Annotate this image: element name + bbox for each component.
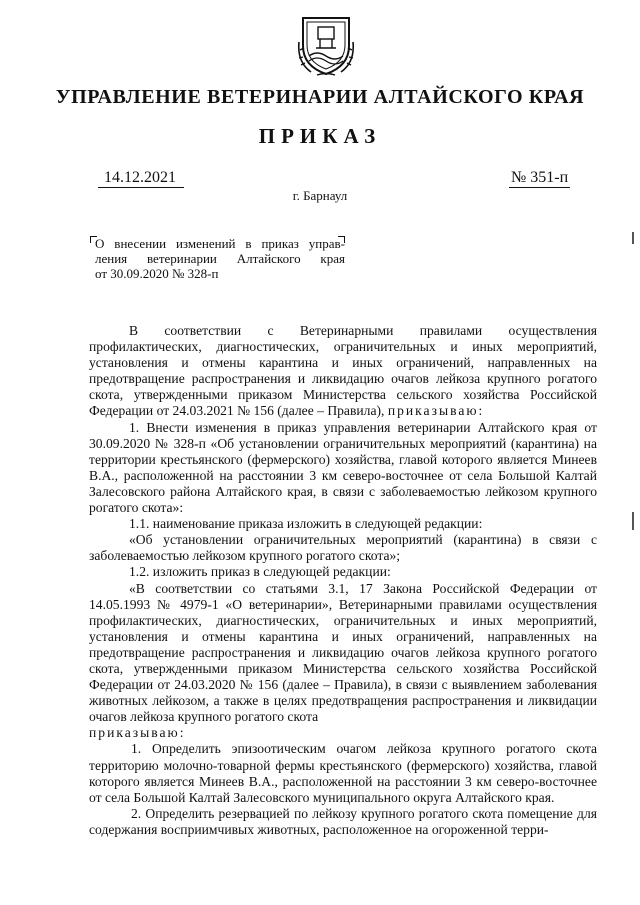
coat-of-arms-icon xyxy=(297,12,355,78)
scan-edge-mark xyxy=(632,232,634,244)
paragraph-1-2: 1.2. изложить приказ в следующей редакции: xyxy=(129,564,391,580)
paragraph-q1: 1. Определить эпизоотическим очагом лейкоза крупного рогатого скота территорию молочно-товарной фермы крестьянского (фермерского) хозяйства, главой которого является Минеев В.А., расположенной на расстоянии 3 км северо-восточнее от села Большой Калтай Залесовского муниципального округа Алтайского края. xyxy=(89,741,597,805)
paragraph-q2: 2. Определить резервацией по лейкозу крупного рогатого скота помещение для содержания восприимчивых животных, расположенное на огороженной терри- xyxy=(89,805,597,837)
paragraph-1-1-text: «Об установлении ограничительных мероприятий (карантина) в связи с заболеваемостью лейкозом крупного рогатого скота»; xyxy=(89,532,597,564)
order-word: приказываю: xyxy=(387,403,485,419)
paragraph-intro: В соответствии с Ветеринарными правилами осуществления профилактических, диагностических, ограничительных и иных мероприятий, установления и отмены карантина и иных ограничений, направленных на предотвращение распространения и ликвидацию очагов лейкоза крупного рогатого скота, утвержденными приказом Министерства сельского хозяйства Российской Федерации от 24.03.2021 № 156 (далее – Правила), приказываю: xyxy=(89,323,597,419)
organization-title: УПРАВЛЕНИЕ ВЕТЕРИНАРИИ АЛТАЙСКОГО КРАЯ xyxy=(55,86,585,108)
document-body xyxy=(89,323,597,838)
order-number: № 351-п xyxy=(511,169,569,186)
paragraph-1-2-text: «В соответствии со статьями 3.1, 17 Закона Российской Федерации от 14.05.1993 № 4979-1 «О ветеринарии», Ветеринарными правилами осуществления профилактических, диагностических, ограничительных и иных мероприятий, установления и отмены карантина и иных ограничений, направленных на предотвращение распространения и ликвидацию очагов лейкоза крупного рогатого скота, утвержденными приказом Министерства сельского хозяйства Российской Федерации от 24.03.2020 № 156 (далее – Правила), в связи с выявлением заболевания животных лейкозом, а также в целях предотвращения распространения и ликвидации очагов лейкоза крупного рогатого скота xyxy=(89,580,597,725)
subject-line: ления ветеринарии Алтайского края xyxy=(95,251,345,266)
paragraph-order-word: приказываю: xyxy=(89,725,186,741)
city-name: г. Барнаул xyxy=(292,188,348,203)
document-type: ПРИКАЗ xyxy=(258,124,382,148)
order-date: 14.12.2021 xyxy=(98,169,184,188)
paragraph-1: 1. Внести изменения в приказ управления ветеринарии Алтайского края от 30.09.2020 № 328-п «Об установлении ограничительных мероприятий (карантина) на территории крестьянского (фермерского) хозяйства, главой которого является Минеев В.А., расположенной на расстоянии 3 км северо-восточнее от села Большой Калтай Залесовского района Алтайского края, в связи с заболеваемостью лейкозом крупного рогатого скота»: xyxy=(89,419,597,516)
subject-line: от 30.09.2020 № 328-п xyxy=(95,266,219,281)
scan-edge-mark xyxy=(632,512,634,530)
order-subject xyxy=(95,236,345,281)
paragraph-1-1: 1.1. наименование приказа изложить в следующей редакции: xyxy=(129,516,483,532)
subject-line: О внесении изменений в приказ управ- xyxy=(95,236,345,251)
